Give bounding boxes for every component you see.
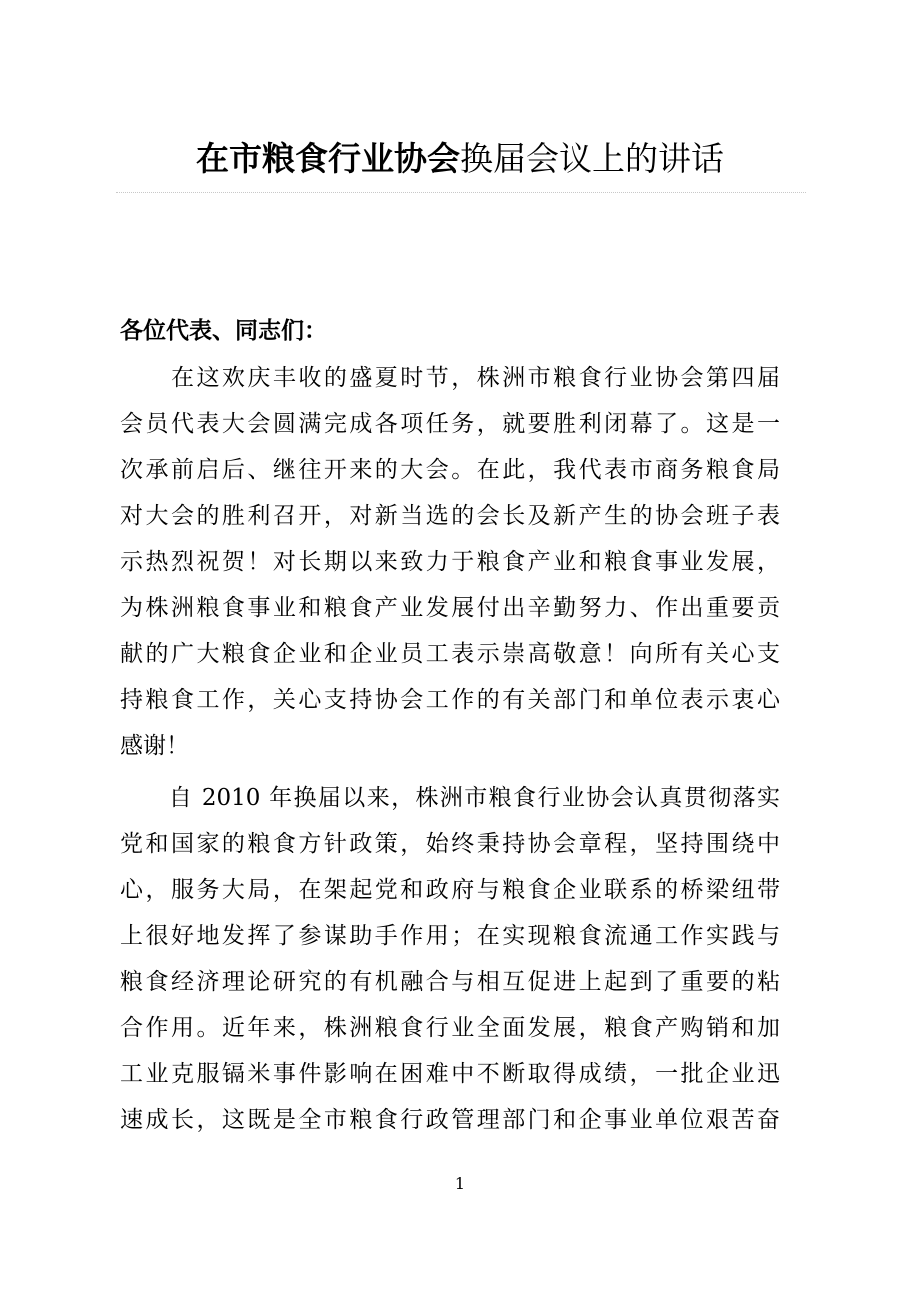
paragraph-line: 示热烈祝贺！对长期以来致力于粮食产业和粮食事业发展，: [120, 549, 780, 575]
paragraph-line: 自 2010 年换届以来，株洲市粮食行业协会认真贯彻落实: [120, 785, 780, 811]
greeting: 各位代表、同志们：: [120, 317, 327, 344]
paragraph-line: 上很好地发挥了参谋助手作用；在实现粮食流通工作实践与: [120, 923, 780, 949]
paragraph-line: 速成长，这既是全市粮食行政管理部门和企事业单位艰苦奋: [120, 1107, 780, 1133]
paragraph-line: 会员代表大会圆满完成各项任务，就要胜利闭幕了。这是一: [120, 411, 780, 437]
paragraph-line: 感谢！: [120, 733, 189, 759]
paragraph-line: 持粮食工作，关心支持协会工作的有关部门和单位表示衷心: [120, 687, 780, 713]
paragraph-line: 献的广大粮食企业和企业员工表示崇高敬意！向所有关心支: [120, 641, 780, 667]
paragraph-line: 次承前启后、继往开来的大会。在此，我代表市商务粮食局: [120, 457, 780, 483]
document-title-bold: 在市粮食行业协会: [196, 139, 460, 178]
paragraph-2: [120, 775, 780, 1143]
paragraph-line: 心，服务大局，在架起党和政府与粮食企业联系的桥梁纽带: [120, 877, 780, 903]
paragraph-line: 为株洲粮食事业和粮食产业发展付出辛勤努力、作出重要贡: [120, 595, 780, 621]
document-title: [0, 135, 920, 183]
page-number: 1: [454, 1174, 466, 1193]
paragraph-line: 工业克服镉米事件影响在困难中不断取得成绩，一批企业迅: [120, 1061, 780, 1087]
document-title-regular: 换届会议上的讲话: [460, 139, 724, 178]
paragraph-1: [120, 355, 780, 769]
title-divider: [116, 192, 806, 193]
paragraph-line: 合作用。近年来，株洲粮食行业全面发展，粮食产购销和加: [120, 1015, 780, 1041]
paragraph-line: 粮食经济理论研究的有机融合与相互促进上起到了重要的粘: [120, 969, 780, 995]
paragraph-line: 在这欢庆丰收的盛夏时节，株洲市粮食行业协会第四届: [120, 365, 780, 391]
paragraph-line: 党和国家的粮食方针政策，始终秉持协会章程，坚持围绕中: [120, 831, 780, 857]
paragraph-line: 对大会的胜利召开，对新当选的会长及新产生的协会班子表: [120, 503, 780, 529]
